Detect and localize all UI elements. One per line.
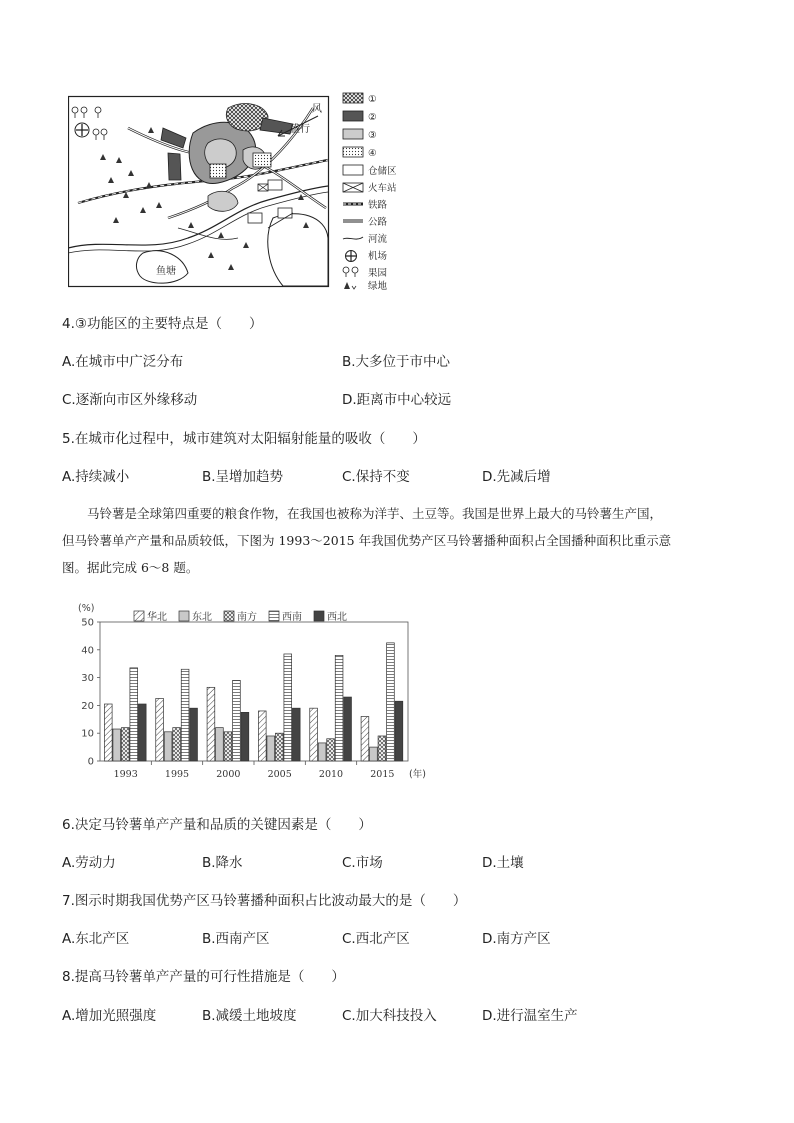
question-7-option-d[interactable]: D.南方产区 <box>482 931 551 947</box>
bar-东北-2015 <box>370 747 378 761</box>
x-axis-label: (年) <box>409 769 426 780</box>
y-tick-label: 0 <box>87 756 94 768</box>
bar-东北-2000 <box>216 728 224 761</box>
legend-swatch-南方 <box>224 611 234 621</box>
x-tick-label: 2005 <box>267 769 292 780</box>
bar-南方-1995 <box>173 728 181 761</box>
bar-西南-2005 <box>284 654 292 761</box>
y-tick-label: 40 <box>81 645 94 657</box>
legend-label: ① <box>368 94 377 105</box>
legend-label-南方: 南方 <box>237 612 257 623</box>
bar-西南-1995 <box>181 669 189 761</box>
bar-西北-1993 <box>138 704 146 761</box>
passage <box>62 500 734 581</box>
legend-label: 公路 <box>368 217 388 228</box>
question-5-option-b[interactable]: B.呈增加趋势 <box>202 469 284 485</box>
bar-华北-1995 <box>156 698 164 761</box>
legend-label: 仓储区 <box>368 166 397 177</box>
bar-西北-2005 <box>292 708 300 761</box>
bar-西北-2015 <box>395 701 403 761</box>
bar-西北-2010 <box>344 697 352 761</box>
question-6-option-b[interactable]: B.降水 <box>202 855 243 871</box>
y-tick-label: 20 <box>81 700 94 712</box>
bar-西北-1995 <box>190 708 198 761</box>
bar-华北-2010 <box>310 708 318 761</box>
orchard-icon <box>343 267 358 277</box>
bar-南方-2005 <box>275 733 283 761</box>
bar-西南-2015 <box>387 643 395 761</box>
bar-东北-1995 <box>164 732 172 761</box>
x-tick-label: 2000 <box>216 769 241 780</box>
question-5-option-a[interactable]: A.持续减小 <box>62 469 130 485</box>
river-icon <box>343 237 363 239</box>
airport-icon <box>346 251 357 262</box>
legend-label: 绿地 <box>368 281 388 290</box>
question-4-option-d[interactable]: D.距离市中心较远 <box>342 392 452 408</box>
y-tick-label: 10 <box>81 728 94 740</box>
bar-南方-2010 <box>327 739 335 761</box>
legend-label: 火车站 <box>368 183 397 194</box>
green-space-icon <box>344 282 356 289</box>
area-4-swatch <box>343 147 363 157</box>
bar-华北-1993 <box>104 704 112 761</box>
potato-area-chart <box>70 595 440 790</box>
bar-西南-1993 <box>130 668 138 761</box>
train-station-marker <box>258 184 268 191</box>
question-5-stem: 5.在城市化过程中，城市建筑对太阳辐射能量的吸收（ ） <box>62 431 426 447</box>
legend-label: 果园 <box>368 268 388 279</box>
x-tick-label: 1993 <box>113 769 138 780</box>
legend-label: ④ <box>368 148 377 159</box>
bar-华北-2015 <box>361 717 369 761</box>
legend-label-西北: 西北 <box>327 612 347 623</box>
legend-label: 河流 <box>368 234 388 245</box>
airport-marker <box>75 123 89 137</box>
question-8-stem: 8.提高马铃薯单产产量的可行性措施是（ ） <box>62 969 345 985</box>
legend-label: ② <box>368 112 377 123</box>
bar-东北-1993 <box>113 729 121 761</box>
passage-line-3: 图。据此完成 6～8 题。 <box>62 560 199 575</box>
question-7-option-b[interactable]: B.西南产区 <box>202 931 270 947</box>
chart-svg <box>70 595 440 790</box>
bar-西南-2000 <box>233 680 241 761</box>
question-6-option-d[interactable]: D.土壤 <box>482 855 524 871</box>
question-8-option-b[interactable]: B.减缓土地坡度 <box>202 1008 297 1024</box>
question-6-option-a[interactable]: A.劳动力 <box>62 855 116 871</box>
passage-line-1: 马铃薯是全球第四重要的粮食作物，在我国也被称为洋芋、土豆等。我国是世界上最大的马铃薯生产国， <box>87 506 663 521</box>
question-6-stem: 6.决定马铃薯单产产量和品质的关键因素是（ ） <box>62 817 372 833</box>
map-legend <box>342 90 422 290</box>
bar-西北-2000 <box>241 712 249 761</box>
bar-华北-2000 <box>207 687 215 761</box>
x-tick-label: 2015 <box>370 769 395 780</box>
legend-swatch-东北 <box>179 611 189 621</box>
y-tick-label: 30 <box>81 673 94 685</box>
bar-东北-2010 <box>318 743 326 761</box>
legend-swatch-西北 <box>314 611 324 621</box>
legend-label-华北: 华北 <box>147 612 167 623</box>
legend-label-西南: 西南 <box>282 612 302 623</box>
x-tick-label: 2010 <box>318 769 344 780</box>
bar-南方-2015 <box>378 736 386 761</box>
question-8-option-c[interactable]: C.加大科技投入 <box>342 1008 437 1024</box>
question-4-stem: 4.③功能区的主要特点是（ ） <box>62 316 263 332</box>
wind-label-top: 风 <box>312 104 322 115</box>
question-7-option-a[interactable]: A.东北产区 <box>62 931 130 947</box>
legend-label: 机场 <box>368 251 388 262</box>
wind-label-bottom: 盛行 <box>290 124 310 135</box>
question-4-option-c[interactable]: C.逐渐向市区外缘移动 <box>62 392 198 408</box>
passage-line-2: 但马铃薯单产产量和品质较低，下图为 1993～2015 年我国优势产区马铃薯播种面积占全国播种面积比重示意 <box>62 533 672 548</box>
area-3-swatch <box>343 129 363 139</box>
legend-label-东北: 东北 <box>192 612 212 623</box>
question-4-option-a[interactable]: A.在城市中广泛分布 <box>62 354 184 370</box>
question-7-stem: 7.图示时期我国优势产区马铃薯播种面积占比波动最大的是（ ） <box>62 893 467 909</box>
legend-swatch-西南 <box>269 611 279 621</box>
x-tick-label: 1995 <box>164 769 190 780</box>
legend-swatch-华北 <box>134 611 144 621</box>
pond-label: 鱼塘 <box>156 266 176 277</box>
map-legend-svg <box>342 90 422 290</box>
question-5-option-c[interactable]: C.保持不变 <box>342 469 410 485</box>
y-axis-label: (%) <box>78 603 95 614</box>
legend-label: ③ <box>368 130 377 141</box>
warehouse-swatch <box>343 165 363 175</box>
area-1-swatch <box>343 93 363 103</box>
question-7-option-c[interactable]: C.西北产区 <box>342 931 410 947</box>
bar-南方-1993 <box>121 728 129 761</box>
y-tick-label: 50 <box>81 617 94 629</box>
question-8-option-d[interactable]: D.进行温室生产 <box>482 1008 578 1024</box>
train-station-icon <box>343 183 363 192</box>
legend-label: 铁路 <box>368 200 388 211</box>
question-6-option-c[interactable]: C.市场 <box>342 855 383 871</box>
bar-东北-2005 <box>267 736 275 761</box>
bar-西南-2010 <box>335 655 343 761</box>
bar-南方-2000 <box>224 732 232 761</box>
question-5-option-d[interactable]: D.先减后增 <box>482 469 551 485</box>
bar-华北-2005 <box>258 711 266 761</box>
area-2-swatch <box>343 111 363 121</box>
question-4-option-b[interactable]: B.大多位于市中心 <box>342 354 451 370</box>
question-8-option-a[interactable]: A.增加光照强度 <box>62 1008 157 1024</box>
